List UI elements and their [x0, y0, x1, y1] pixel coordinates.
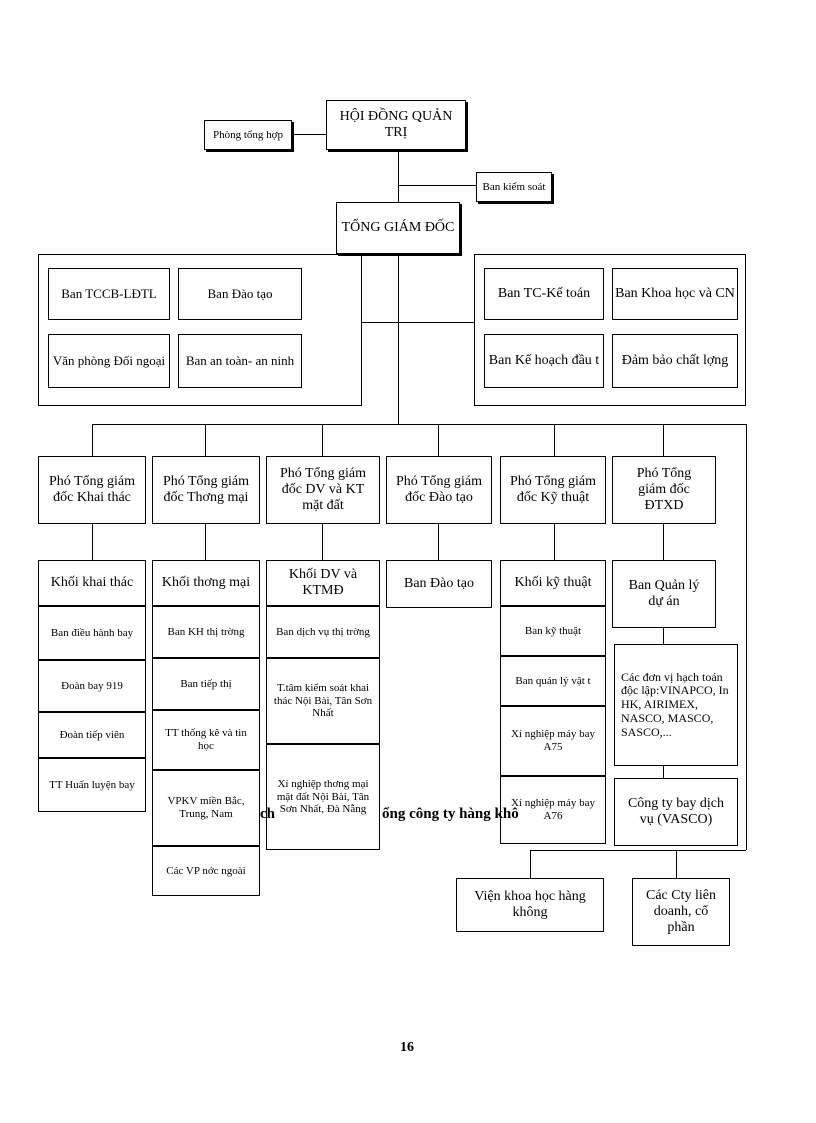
- col2-item-box: Ban KH thị trờng: [152, 606, 260, 658]
- ban-ke-hoach-box: Ban Kế hoạch đầu t: [484, 334, 604, 388]
- khoi-ky-thuat-box: Khối kỹ thuật: [500, 560, 606, 606]
- ban-an-toan-box: Ban an toàn- an ninh: [178, 334, 302, 388]
- khoi-dv-ktmd-box: Khối DV và KTMĐ: [266, 560, 380, 606]
- deputy-dao-tao-box: Phó Tổng giám đốc Đào tạo: [386, 456, 492, 524]
- col2-item-box: TT thống kê và tin học: [152, 710, 260, 770]
- col1-item-box: Đoàn tiếp viên: [38, 712, 146, 758]
- deputy-dv-kt-box: Phó Tổng giám đốc DV và KT mặt đất: [266, 456, 380, 524]
- cac-cty-lien-doanh-box: Các Cty liên doanh, cổ phần: [632, 878, 730, 946]
- connector-line: [746, 424, 747, 850]
- cong-ty-bay-dich-vu-box: Công ty bay dịch vụ (VASCO): [614, 778, 738, 846]
- col5-item-box: Xí nghiệp máy bay A76: [500, 776, 606, 844]
- ban-quan-ly-du-an-box: Ban Quản lý dự án: [612, 560, 716, 628]
- page-number: 16: [400, 1040, 414, 1055]
- ban-tc-ke-toan-box: Ban TC-Kế toán: [484, 268, 604, 320]
- connector-line: [205, 424, 206, 456]
- connector-line: [398, 150, 399, 202]
- connector-line: [322, 424, 323, 456]
- col3-item-box: T.tâm kiểm soát khai thác Nội Bài, Tân Sơn Nhất: [266, 658, 380, 744]
- ban-kiem-soat-box: Ban kiểm soát: [476, 172, 552, 202]
- connector-line: [398, 256, 399, 424]
- col5-item-box: Ban kỹ thuật: [500, 606, 606, 656]
- deputy-khai-thac-box: Phó Tổng giám đốc Khai thác: [38, 456, 146, 524]
- don-vi-hach-toan-box: Các đơn vị hạch toán độc lập:VINAPCO, In HK, AIRIMEX, NASCO, MASCO, SASCO,...: [614, 644, 738, 766]
- col1-item-box: Đoàn bay 919: [38, 660, 146, 712]
- khoi-khai-thac-box: Khối khai thác: [38, 560, 146, 606]
- connector-line: [676, 850, 677, 878]
- col5-item-box: Xí nghiệp máy bay A75: [500, 706, 606, 776]
- col5-item-box: Ban quản lý vật t: [500, 656, 606, 706]
- connector-line: [530, 850, 531, 878]
- tong-giam-doc-box: TỔNG GIÁM ĐỐC: [336, 202, 460, 254]
- connector-line: [438, 524, 439, 560]
- connector-line: [438, 424, 439, 456]
- connector-line: [663, 628, 664, 644]
- col2-item-box: Ban tiếp thị: [152, 658, 260, 710]
- hdqt-box: HỘI ĐỒNG QUẢN TRỊ: [326, 100, 466, 150]
- connector-line: [322, 524, 323, 560]
- connector-line: [362, 322, 474, 323]
- col3-item-box: Xí nghiệp thơng mại mặt đất Nội Bài, Tân Sơn Nhất, Đà Nẵng: [266, 744, 380, 850]
- caption-fragment-right: ổng công ty hàng khô: [382, 806, 519, 822]
- dam-bao-chat-luong-box: Đảm bảo chất lợng: [612, 334, 738, 388]
- ban-tccb-box: Ban TCCB-LĐTL: [48, 268, 170, 320]
- deputy-dtxd-box: Phó Tổng giám đốc ĐTXD: [612, 456, 716, 524]
- connector-line: [205, 524, 206, 560]
- col1-item-box: Ban điều hành bay: [38, 606, 146, 660]
- van-phong-doi-ngoai-box: Văn phòng Đối ngoại: [48, 334, 170, 388]
- col1-item-box: TT Huấn luyện bay: [38, 758, 146, 812]
- connector-line: [92, 424, 746, 425]
- deputy-thuong-mai-box: Phó Tổng giám đốc Thơng mại: [152, 456, 260, 524]
- col3-item-box: Ban dịch vụ thị trờng: [266, 606, 380, 658]
- connector-line: [292, 134, 326, 135]
- phong-tong-hop-box: Phòng tổng hợp: [204, 120, 292, 150]
- col2-item-box: VPKV miền Bắc, Trung, Nam: [152, 770, 260, 846]
- khoi-thuong-mai-box: Khối thơng mại: [152, 560, 260, 606]
- connector-line: [663, 424, 664, 456]
- connector-line: [663, 524, 664, 560]
- connector-line: [554, 424, 555, 456]
- connector-line: [92, 424, 93, 456]
- caption-fragment-left: ch: [260, 806, 275, 822]
- connector-line: [398, 185, 476, 186]
- connector-line: [663, 766, 664, 778]
- connector-line: [92, 524, 93, 560]
- col2-item-box: Các VP nớc ngoài: [152, 846, 260, 896]
- ban-dao-tao-box: Ban Đào tạo: [178, 268, 302, 320]
- connector-line: [554, 524, 555, 560]
- connector-line: [530, 850, 746, 851]
- ban-khoa-hoc-box: Ban Khoa học và CN: [612, 268, 738, 320]
- deputy-ky-thuat-box: Phó Tổng giám đốc Kỹ thuật: [500, 456, 606, 524]
- ban-dao-tao-col4-box: Ban Đào tạo: [386, 560, 492, 608]
- vien-khoa-hoc-box: Viện khoa học hàng không: [456, 878, 604, 932]
